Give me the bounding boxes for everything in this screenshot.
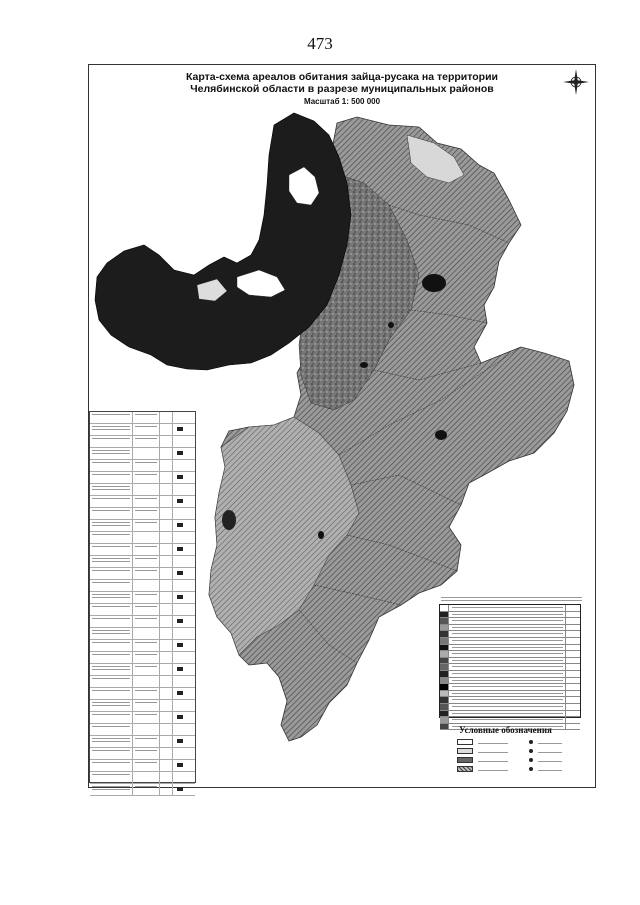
table-row xyxy=(90,592,195,604)
legend-key xyxy=(525,766,593,772)
legend-keys xyxy=(457,739,592,772)
map-title xyxy=(89,71,595,95)
legend-key xyxy=(457,739,525,745)
table-row xyxy=(90,532,195,544)
legend-row xyxy=(440,638,580,645)
table-row xyxy=(90,712,195,724)
legend-table-body xyxy=(439,604,581,718)
table-row xyxy=(90,460,195,472)
table-row xyxy=(90,688,195,700)
table-row xyxy=(90,424,195,436)
table-row xyxy=(90,448,195,460)
table-row xyxy=(90,664,195,676)
legend-key xyxy=(457,757,525,763)
table-row xyxy=(90,556,195,568)
legend-row xyxy=(440,651,580,658)
page-number: 473 xyxy=(307,34,333,53)
lake xyxy=(360,362,368,368)
map-title-line-1: Карта-схема ареалов обитания зайца-русака на территории xyxy=(186,71,498,83)
table-row xyxy=(90,784,195,796)
map-title-line-2: Челябинской области в разрезе муниципальных районов xyxy=(190,83,494,95)
legend-row xyxy=(440,625,580,632)
table-row xyxy=(90,724,195,736)
lake xyxy=(422,274,446,292)
legend-row xyxy=(440,618,580,625)
table-row xyxy=(90,496,195,508)
legend-key xyxy=(457,766,525,772)
table-row xyxy=(90,760,195,772)
table-row xyxy=(90,748,195,760)
legend-key xyxy=(525,757,593,763)
legend-row xyxy=(440,678,580,685)
table-row xyxy=(90,736,195,748)
table-row xyxy=(90,508,195,520)
table-row xyxy=(90,412,195,424)
legend-row xyxy=(440,605,580,612)
legend-row xyxy=(440,645,580,652)
table-row xyxy=(90,652,195,664)
legend-key xyxy=(457,748,525,754)
legend-row xyxy=(440,697,580,704)
table-row xyxy=(90,676,195,688)
legend-row xyxy=(440,691,580,698)
legend-row xyxy=(440,671,580,678)
table-row xyxy=(90,628,195,640)
table-row xyxy=(90,580,195,592)
table-row xyxy=(90,700,195,712)
legend-row xyxy=(440,664,580,671)
lake xyxy=(222,510,236,530)
legend-row xyxy=(440,612,580,619)
legend-row xyxy=(440,704,580,711)
table-row xyxy=(90,640,195,652)
map-legend xyxy=(457,725,592,785)
legend-row xyxy=(440,717,580,724)
legend-row xyxy=(440,658,580,665)
legend-key xyxy=(525,739,593,745)
table-row xyxy=(90,544,195,556)
compass-rose-icon xyxy=(563,69,589,95)
table-row xyxy=(90,568,195,580)
map-frame xyxy=(88,64,596,788)
table-row xyxy=(90,520,195,532)
district-data-table xyxy=(89,411,196,783)
table-row xyxy=(90,772,195,784)
table-row xyxy=(90,436,195,448)
legend-title: Условные обозначения xyxy=(459,725,552,735)
legend-key xyxy=(525,748,593,754)
legend-row xyxy=(440,684,580,691)
table-row xyxy=(90,484,195,496)
table-row xyxy=(90,604,195,616)
table-row xyxy=(90,472,195,484)
legend-table-header xyxy=(439,597,584,601)
lake xyxy=(388,322,394,328)
lake xyxy=(318,531,324,539)
lake xyxy=(435,430,447,440)
legend-row xyxy=(440,631,580,638)
map-scale: Масштаб 1: 500 000 xyxy=(303,97,381,106)
habitat-legend-table xyxy=(439,595,584,735)
legend-row xyxy=(440,711,580,718)
table-row xyxy=(90,616,195,628)
